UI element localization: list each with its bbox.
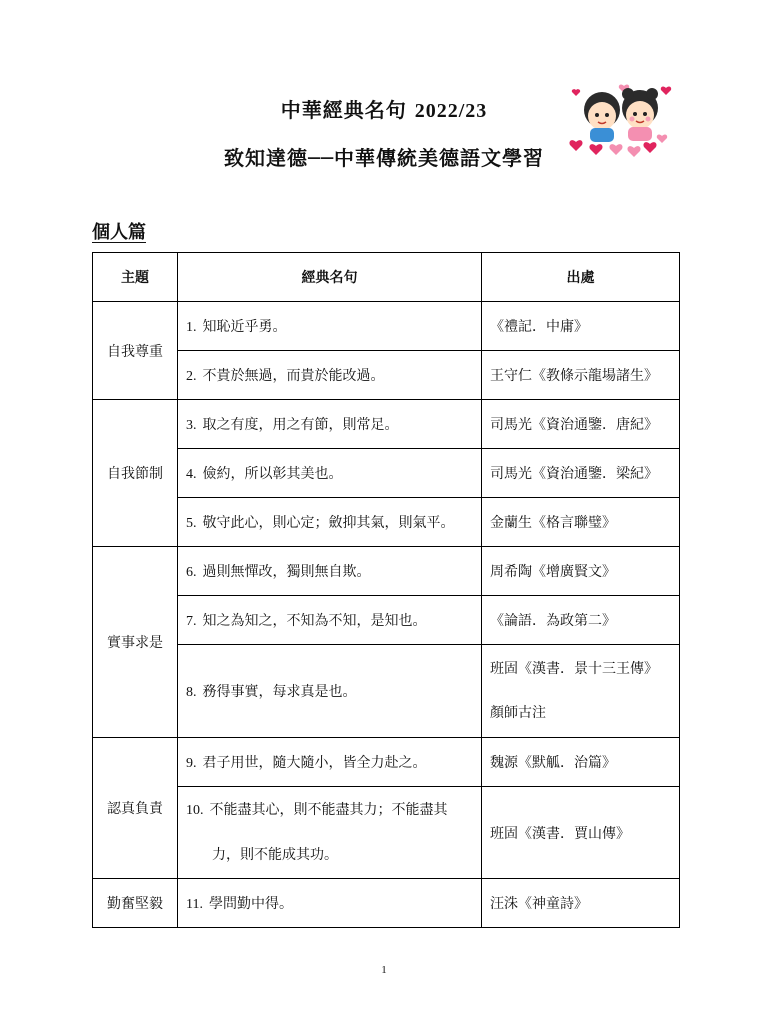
quote-cell: 8. 務得事實，每求真是也。 <box>178 645 482 738</box>
quotes-table <box>92 252 680 928</box>
source-cell: 金蘭生《格言聯璧》 <box>482 498 680 547</box>
header-source: 出處 <box>482 253 680 302</box>
topic-cell: 自我尊重 <box>93 302 178 400</box>
table-row <box>93 645 680 738</box>
quote-cell: 5. 敬守此心，則心定；斂抑其氣，則氣平。 <box>178 498 482 547</box>
table-header-row <box>93 253 680 302</box>
title-text: 中華經典名句 <box>280 98 407 122</box>
quote-cell: 3. 取之有度，用之有節，則常足。 <box>178 400 482 449</box>
header-topic: 主題 <box>93 253 178 302</box>
quote-cell: 9. 君子用世，隨大隨小，皆全力赴之。 <box>178 738 482 787</box>
page-subtitle: 致知達德──中華傳統美德語文學習 <box>223 146 545 170</box>
topic-cell: 勤奮堅毅 <box>93 879 178 928</box>
table-row <box>93 449 680 498</box>
source-cell <box>482 645 680 738</box>
source-cell: 王守仁《教條示龍場諸生》 <box>482 351 680 400</box>
table-row <box>93 498 680 547</box>
title-year: 2022/23 <box>414 100 488 122</box>
source-cell: 《論語．為政第二》 <box>482 596 680 645</box>
quote-line: 10. 不能盡其心，則不能盡其力；不能盡其 <box>186 802 448 818</box>
source-cell: 汪洙《神童詩》 <box>482 879 680 928</box>
topic-cell: 實事求是 <box>93 547 178 738</box>
source-cell: 魏源《默觚．治篇》 <box>482 738 680 787</box>
table-row <box>93 879 680 928</box>
quote-cell: 1. 知恥近乎勇。 <box>178 302 482 351</box>
source-cell: 《禮記．中庸》 <box>482 302 680 351</box>
source-cell: 司馬光《資治通鑒．梁紀》 <box>482 449 680 498</box>
quote-cell: 2. 不貴於無過，而貴於能改過。 <box>178 351 482 400</box>
page-number: 1 <box>381 964 387 976</box>
table-row <box>93 400 680 449</box>
source-cell: 班固《漢書．賈山傳》 <box>482 787 680 879</box>
two-children-with-hearts-icon <box>566 80 678 158</box>
topic-cell: 認真負責 <box>93 738 178 879</box>
quote-cell: 7. 知之為知之，不知為不知，是知也。 <box>178 596 482 645</box>
quote-line: 力，則不能成其功。 <box>212 847 338 863</box>
quote-cell: 11. 學問勤中得。 <box>178 879 482 928</box>
table-row <box>93 787 680 879</box>
table-row <box>93 302 680 351</box>
section-title: 個人篇 <box>92 222 146 243</box>
table-row <box>93 351 680 400</box>
table-row <box>93 596 680 645</box>
source-cell: 周希陶《增廣賢文》 <box>482 547 680 596</box>
quote-cell: 6. 過則無憚改，獨則無自欺。 <box>178 547 482 596</box>
header-quote: 經典名句 <box>178 253 482 302</box>
table-row <box>93 738 680 787</box>
table-row <box>93 547 680 596</box>
quote-cell: 4. 儉約，所以彰其美也。 <box>178 449 482 498</box>
source-line: 班固《漢書．景十三王傳》 <box>490 661 658 677</box>
quote-cell <box>178 787 482 879</box>
source-line: 顏師古注 <box>490 705 546 721</box>
topic-cell: 自我節制 <box>93 400 178 547</box>
source-cell: 司馬光《資治通鑒．唐紀》 <box>482 400 680 449</box>
